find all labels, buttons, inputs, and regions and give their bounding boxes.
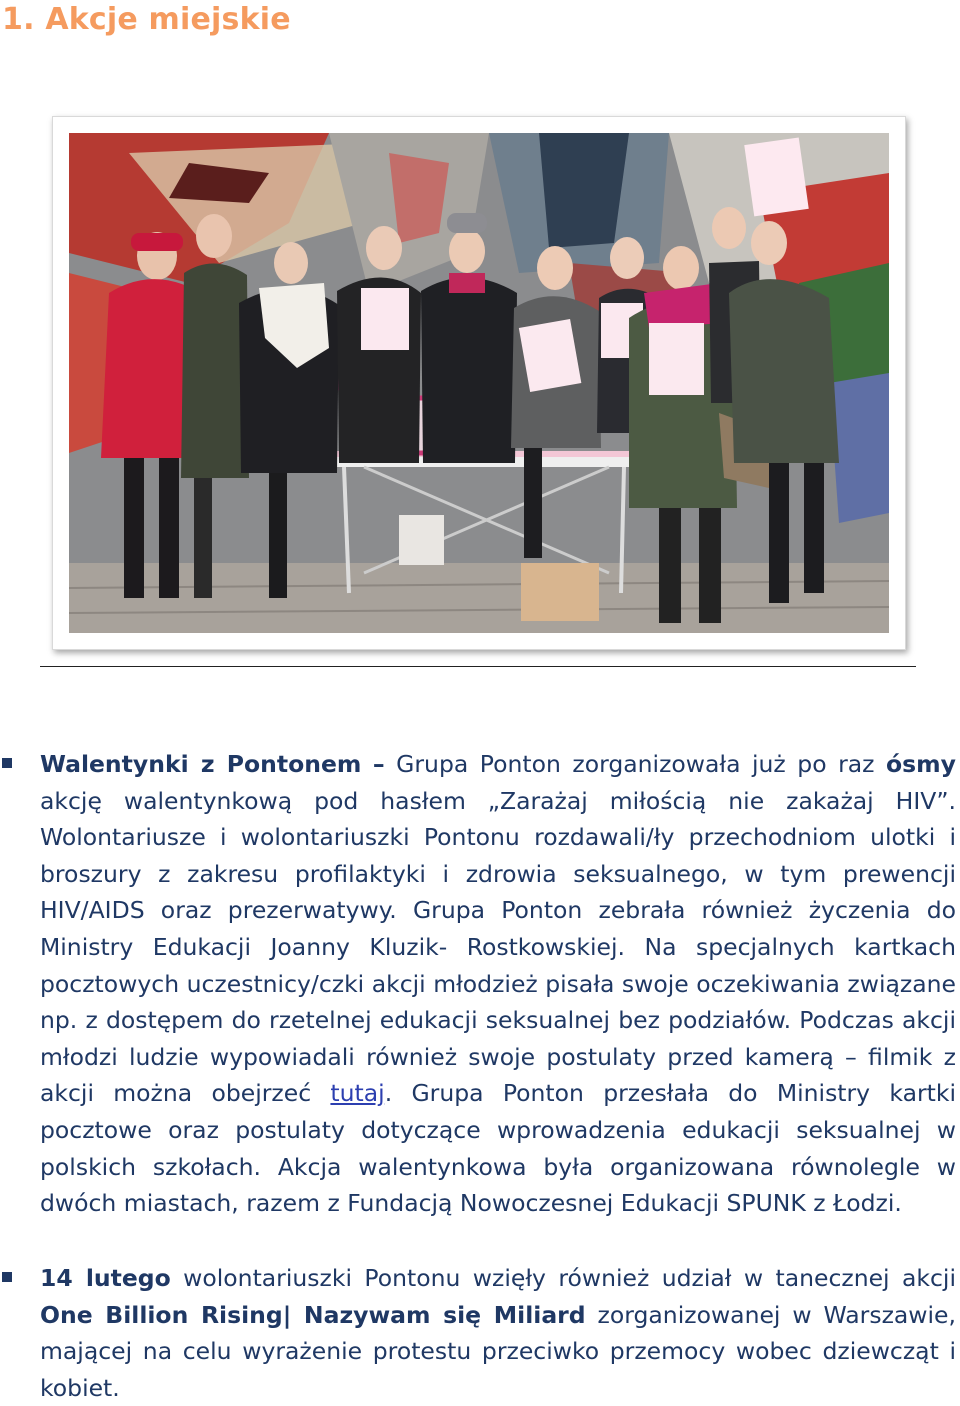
section-heading: 1. Akcje miejskie bbox=[2, 2, 291, 37]
horizontal-rule bbox=[40, 666, 916, 667]
item-walentynki bbox=[40, 746, 956, 1222]
square-bullet-icon bbox=[2, 758, 12, 768]
item-dash: – bbox=[372, 750, 385, 778]
photo-frame bbox=[52, 116, 906, 650]
item-text: wolontariuszki Pontonu wzięły również udział w tanecznej akcji bbox=[183, 1264, 956, 1292]
item-14-lutego bbox=[40, 1260, 956, 1406]
group-photo bbox=[69, 133, 889, 633]
item-bold-text: 14 lutego bbox=[40, 1264, 171, 1292]
video-link[interactable]: tutaj bbox=[330, 1079, 385, 1108]
item-text: . Grupa Ponton przesłała do Ministry kartki pocztowe oraz postulaty dotyczące wprowadzenia edukacji seksualnej w polskich szkołach. Akcja walentynkowa była organizowana równolegle w dwóch miastach, razem z Fundacją Nowoczesnej Edukacji SPUNK z Łodzi. bbox=[40, 1079, 956, 1218]
square-bullet-icon bbox=[2, 1272, 12, 1282]
item-bold-text: ósmy bbox=[886, 750, 956, 778]
item-text: akcję walentynkową pod hasłem „Zarażaj miłością nie zakażaj HIV”. Wolontariusze i wolontariuszki Pontonu rozdawali/ły przechodniom ulotki i broszury z zakresu profilaktyki i zdrowia seksualnego, w tym prewencji HIV/AIDS oraz prezerwatywy. Grupa Ponton zebrała również życzenia do Ministry Edukacji Joanny Kluzik- Rostkowskiej. Na specjalnych kartkach pocztowych uczestnicy/czki akcji młodzież pisała swoje oczekiwania związane np. z dostępem do rzetelnej edukacji seksualnej bez podziałów. Podczas akcji młodzi ludzie wypowiadali również swoje postulaty przed kamerą – filmik z akcji można obejrzeć bbox=[40, 786, 956, 1108]
item-text: Grupa Ponton zorganizowała już po raz bbox=[396, 750, 875, 778]
item-title: Walentynki z Pontonem bbox=[40, 750, 362, 778]
item-text: zorganizowanej w Warszawie, mającej na celu wyrażenie protestu przeciwko przemocy wobec dziewcząt i kobiet. bbox=[40, 1300, 956, 1402]
item-bold-text: One Billion Rising| Nazywam się Miliard bbox=[40, 1300, 586, 1329]
group-photo-illustration bbox=[69, 133, 889, 633]
